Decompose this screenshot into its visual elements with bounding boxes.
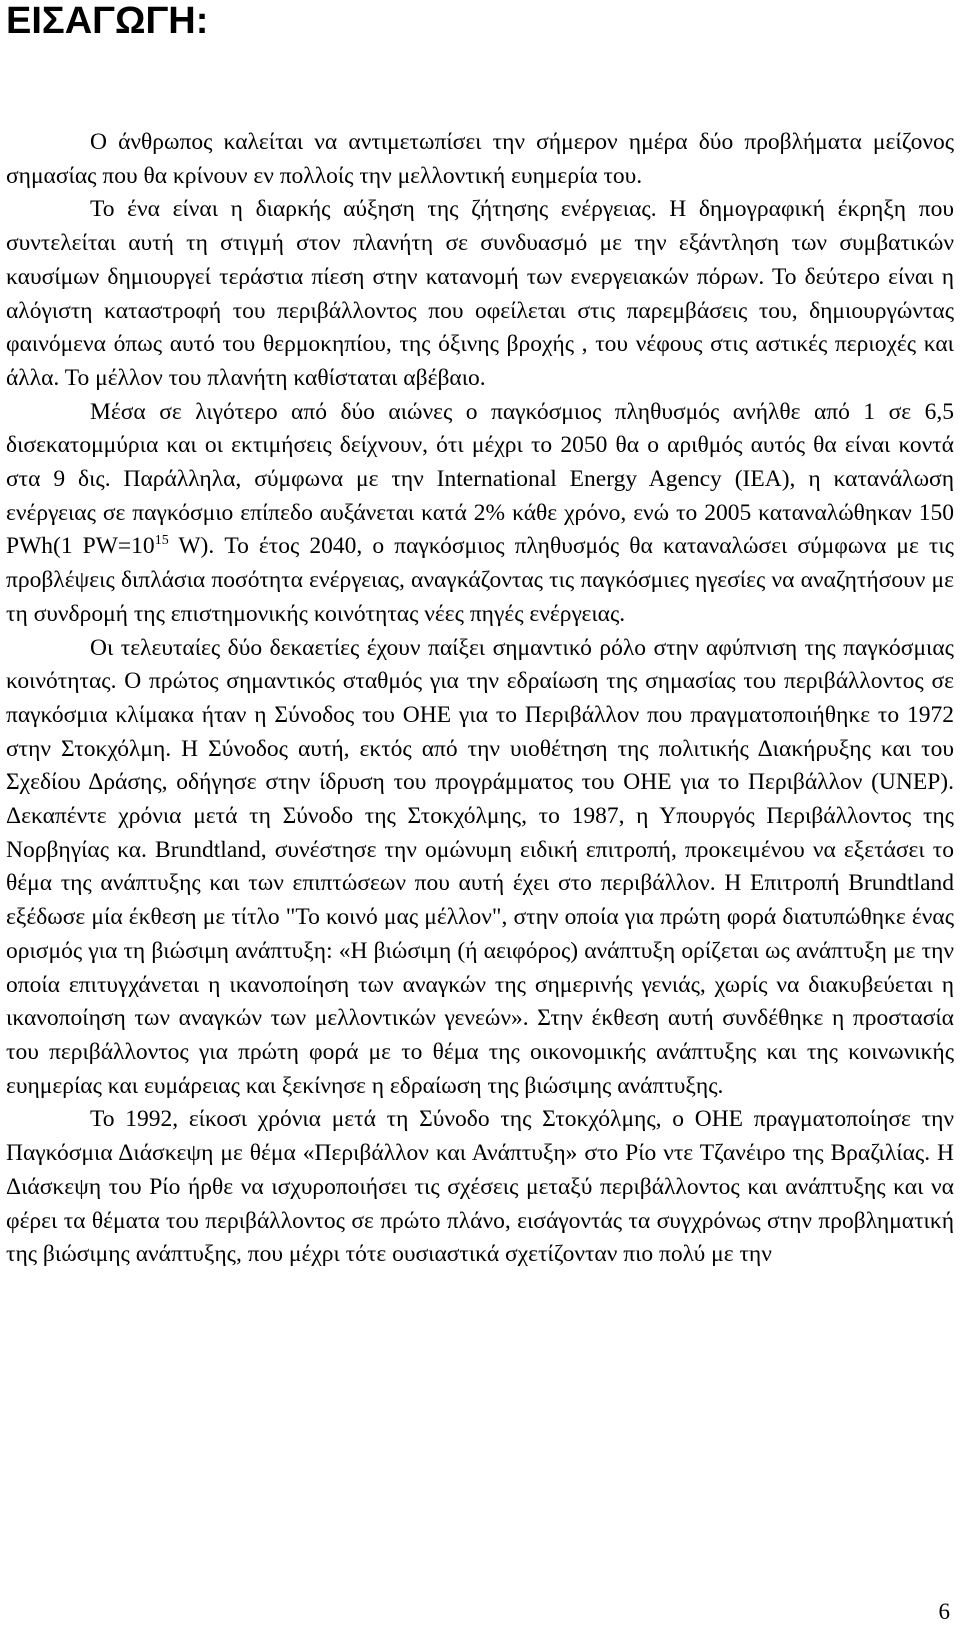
paragraph-rio: Το 1992, είκοσι χρόνια μετά τη Σύνοδο της Στοκχόλμης, ο ΟΗΕ πραγματοποίησε την Παγκόσμια Διάσκεψη με θέμα «Περιβάλλον και Ανάπτυξη» στο Ρίο ντε Τζανέιρο της Βραζιλίας. Η Διάσκεψη του Ρίο ήρθε να ισχυροποιήσει τις σχέσεις μεταξύ περιβάλλοντος και ανάπτυξης και να φέρει τα θέματα του περιβάλλοντος σε πρώτο πλάνο, εισάγοντάς τα συγχρόνως στην προβληματική της βιώσιμης ανάπτυξης, που μέχρι τότε ουσιαστικά σχετίζονταν πιο πολύ με την <box>6 1106 954 1268</box>
paragraph-population-text-end: W). Το έτος 2040, ο παγκόσμιος πληθυσμός θα καταναλώσει σύμφωνα με τις προβλέψεις διπλάσια ποσότητα ενέργειας, αναγκάζοντας τις παγκόσμιες ηγεσίες να αναζητήσουν με τη συνδρομή της επιστημονικής κοινότητας νέες πηγές ενέργειας. <box>6 533 954 627</box>
page-number: 6 <box>938 1599 950 1624</box>
power-exponent: 15 <box>154 533 169 549</box>
paragraph-problems: Το ένα είναι η διαρκής αύξηση της ζήτησης ενέργειας. Η δημογραφική έκρηξη που συντελείται αυτή τη στιγμή στον πλανήτη σε συνδυασμό με την εξάντληση των συμβατικών καυσίμων δημιουργεί τεράστια πίεση στην κατανομή των ενεργειακών πόρων. Το δεύτερο είναι η αλόγιστη καταστροφή του περιβάλλοντος που οφείλεται στις παρεμβάσεις του, δημιουργώντας φαινόμενα όπως αυτό του θερμοκηπίου, της όξινης βροχής , του νέφους στις αστικές περιοχές και άλλα. Το μέλλον του πλανήτη καθίσταται αβέβαιο. <box>6 196 954 391</box>
paragraph-population <box>6 396 954 632</box>
page-heading: ΕΙΣΑΓΩΓΗ: <box>6 0 209 42</box>
body-text <box>6 126 954 1272</box>
paragraph-population-text-start: Μέσα σε λιγότερο από δύο αιώνες ο παγκόσμιος πληθυσμός ανήλθε από 1 σε 6,5 δισεκατομμύρια και οι εκτιμήσεις δείχνουν, ότι μέχρι το 2050 θα ο αριθμός αυτός θα είναι κοντά στα 9 δις. Παράλληλα, σύμφωνα με την International Energy Agency (IEA), η κατανάλωση ενέργειας σε παγκόσμιο επίπεδο αυξάνεται κατά 2% κάθε χρόνο, ενώ το 2005 καταναλώθηκαν 150 PWh(1 PW=10 <box>6 398 954 560</box>
paragraph-brundtland: Οι τελευταίες δύο δεκαετίες έχουν παίξει σημαντικό ρόλο στην αφύπνιση της παγκόσμιας κοινότητας. Ο πρώτος σημαντικός σταθμός για την εδραίωση της σημασίας του περιβάλλοντος σε παγκόσμια κλίμακα ήταν η Σύνοδος του ΟΗΕ για το Περιβάλλον που πραγματοποιήθηκε το 1972 στην Στοκχόλμη. Η Σύνοδος αυτή, εκτός από την υιοθέτηση της πολιτικής Διακήρυξης και του Σχεδίου Δράσης, οδήγησε στην ίδρυση του προγράμματος του ΟΗΕ για το Περιβάλλον (UNEP). Δεκαπέντε χρόνια μετά τη Σύνοδο της Στοκχόλμης, το 1987, η Υπουργός Περιβάλλοντος της Νορβηγίας κα. Brundtland, συνέστησε την ομώνυμη ειδική επιτροπή, προκειμένου να εξετάσει το θέμα της ανάπτυξης και των επιπτώσεων που αυτή έχει στο περιβάλλον. Η Επιτροπή Brundtland εξέδωσε μία έκθεση με τίτλο "Το κοινό μας μέλλον", στην οποία για πρώτη φορά διατυπώθηκε ένας ορισμός για τη βιώσιμη ανάπτυξη: «Η βιώσιμη (ή αειφόρος) ανάπτυξη ορίζεται ως ανάπτυξη με την οποία επιτυγχάνεται η ικανοποίηση των αναγκών της σημερινής γενιάς, χωρίς να διακυβεύεται η ικανοποίηση των αναγκών των μελλοντικών γενεών». Στην έκθεση αυτή συνδέθηκε η προστασία του περιβάλλοντος για πρώτη φορά με το θέμα της οικονομικής ανάπτυξης και της κοινωνικής ευημερίας και ευμάρειας και ξεκίνησε η εδραίωση της βιώσιμης ανάπτυξης. <box>6 634 954 1099</box>
paragraph-intro: Ο άνθρωπος καλείται να αντιμετωπίσει την σήμερον ημέρα δύο προβλήματα μείζονος σημασίας που θα κρίνουν εν πολλοίς την μελλοντική ευημερία του. <box>6 129 954 189</box>
